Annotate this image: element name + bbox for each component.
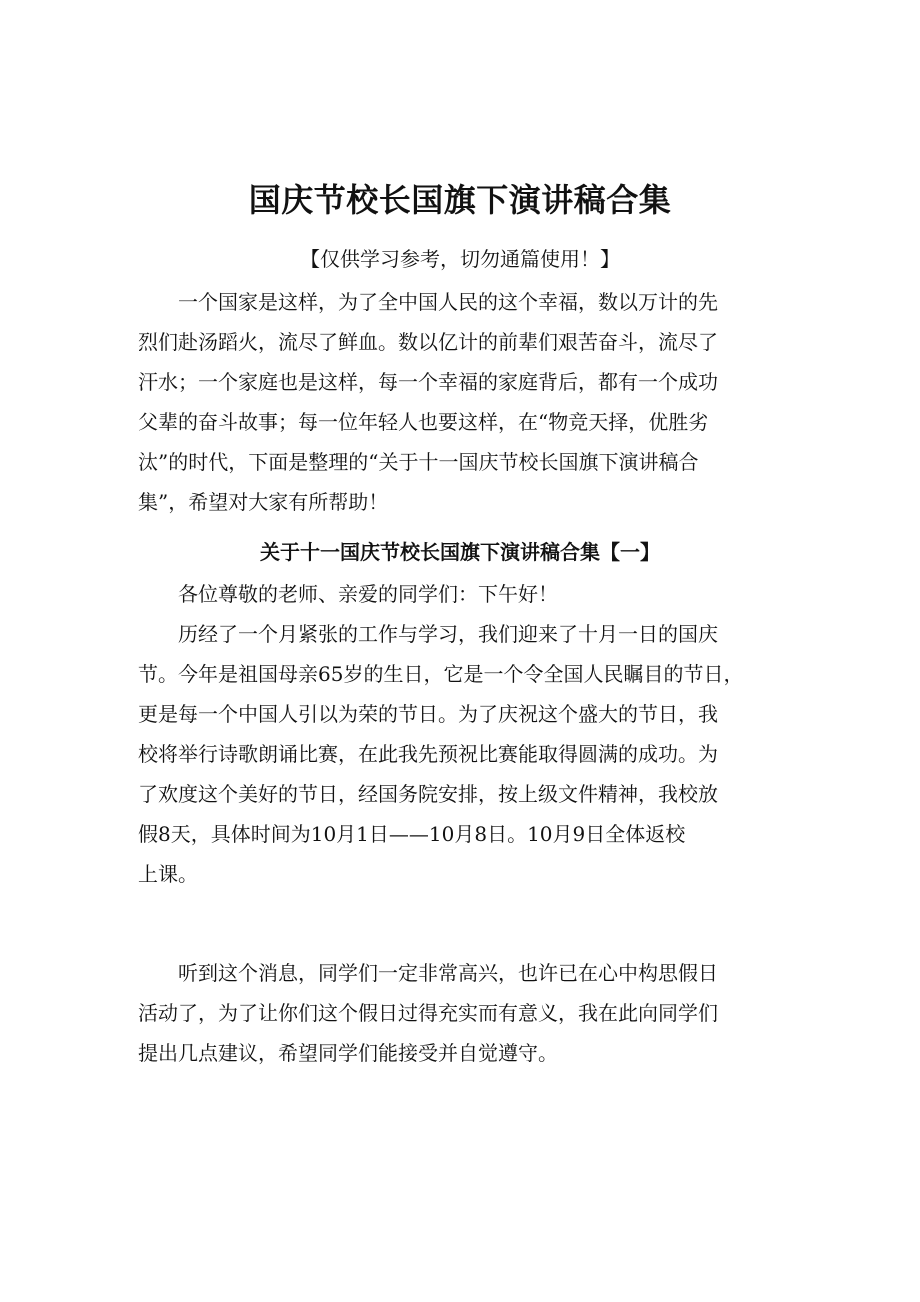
paragraph-line: 提出几点建议，希望同学们能接受并自觉遵守。	[138, 1041, 558, 1065]
paragraph-line: 节。今年是祖国母亲65岁的生日，它是一个令全国人民瞩目的节日，	[138, 662, 744, 686]
intro-line: 父辈的奋斗故事；每一位年轻人也要这样，在“物竞天择，优胜劣	[138, 410, 709, 434]
paragraph-line: 校将举行诗歌朗诵比赛，在此我先预祝比赛能取得圆满的成功。为	[138, 742, 718, 766]
greeting-line: 各位尊敬的老师、亲爱的同学们：下午好！	[138, 582, 558, 606]
intro-paragraph	[138, 282, 798, 522]
intro-line: 汰”的时代，下面是整理的“关于十一国庆节校长国旗下演讲稿合	[138, 450, 699, 474]
paragraph-2	[138, 953, 798, 1073]
intro-line: 烈们赴汤蹈火，流尽了鲜血。数以亿计的前辈们艰苦奋斗，流尽了	[138, 330, 718, 354]
paragraph-line: 历经了一个月紧张的工作与学习，我们迎来了十月一日的国庆	[138, 622, 718, 646]
paragraph-1	[138, 614, 798, 894]
paragraph-line: 假8天，具体时间为10月1日——10月8日。10月9日全体返校	[138, 822, 686, 846]
section-heading: 关于十一国庆节校长国旗下演讲稿合集【一】	[260, 540, 660, 564]
intro-line: 汗水；一个家庭也是这样，每一个幸福的家庭背后，都有一个成功	[138, 370, 718, 394]
greeting-paragraph	[138, 574, 798, 614]
paragraph-line: 上课。	[138, 862, 198, 886]
intro-line: 集”，希望对大家有所帮助！	[138, 490, 389, 514]
intro-line: 一个国家是这样，为了全中国人民的这个幸福，数以万计的先	[138, 290, 718, 314]
document-subtitle: 【仅供学习参考，切勿通篇使用！】	[300, 247, 620, 271]
document-title: 国庆节校长国旗下演讲稿合集	[248, 181, 672, 219]
paragraph-line: 更是每一个中国人引以为荣的节日。为了庆祝这个盛大的节日，我	[138, 702, 718, 726]
paragraph-line: 听到这个消息，同学们一定非常高兴，也许已在心中构思假日	[138, 961, 718, 985]
paragraph-line: 了欢度这个美好的节日，经国务院安排，按上级文件精神，我校放	[138, 782, 718, 806]
paragraph-line: 活动了，为了让你们这个假日过得充实而有意义，我在此向同学们	[138, 1001, 718, 1025]
